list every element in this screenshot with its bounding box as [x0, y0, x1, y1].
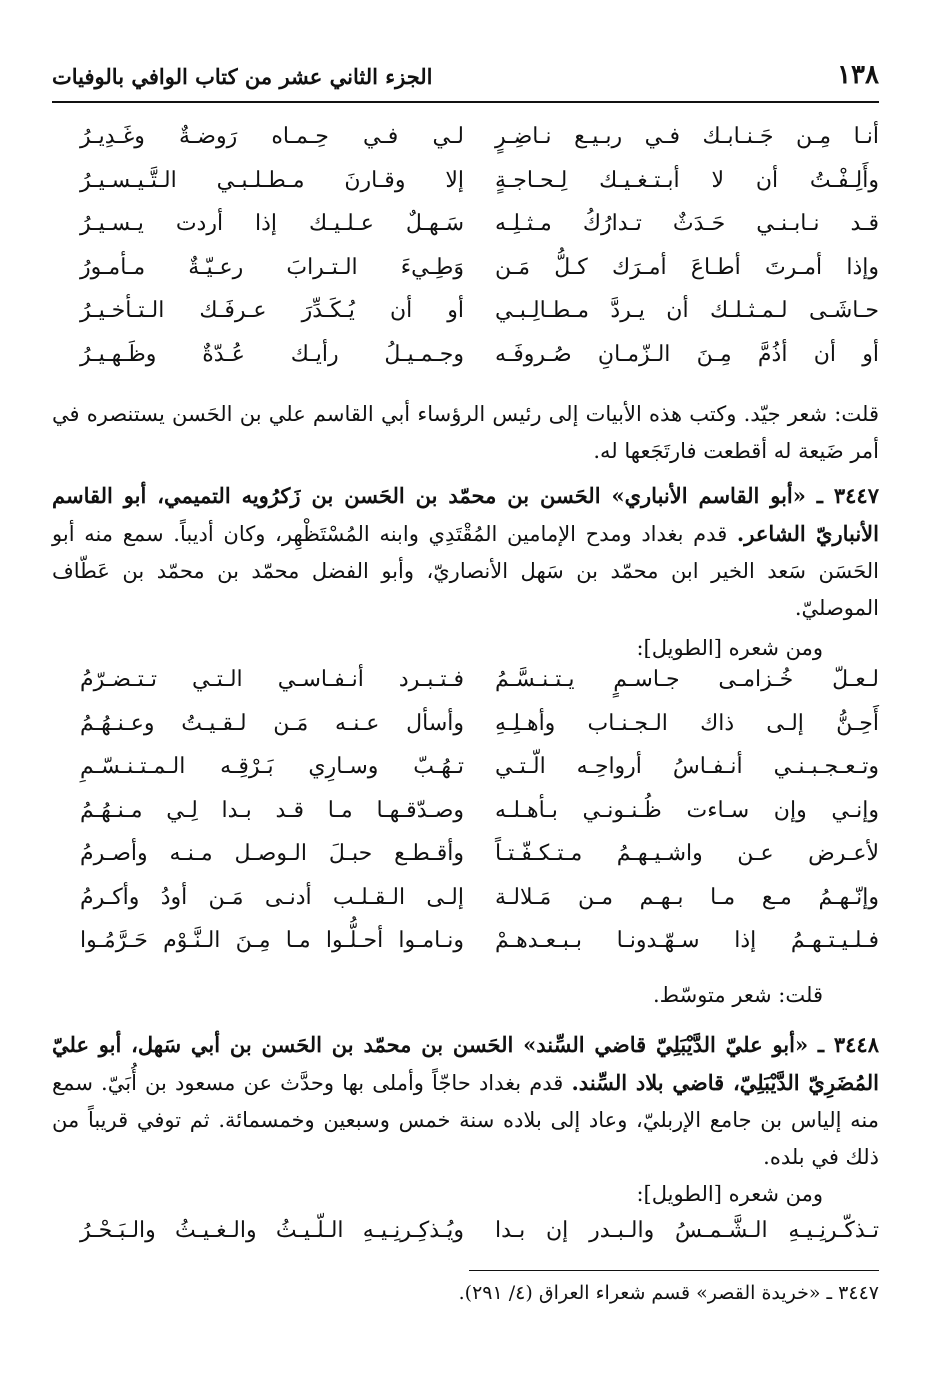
entry-heading: ٣٤٤٨ ـ «أبو عليّ الدَّيْبَلِيّ قاضي السِّند» الحَسن بن محمّد بن الحَسن بن أبي سَهل، أبو عليّ المُضَرِيّ الدَّيْبَلِيّ، قاضي بلاد السِّند.	[52, 1032, 879, 1095]
first-hemistich: وإذا أمـرتَ أطـاعَ أمـرَك كـلُّ مَـن	[495, 254, 879, 280]
verse	[52, 124, 879, 168]
footnote: ٣٤٤٧ ـ «خريدة القصر» قسم شعراء العراق (٤/ ٢٩١).	[458, 1282, 879, 1304]
second-hemistich: ويُـذكِـرنِـيـهِ الـلّـيـثُ والـغـيـثُ والـبَـحْـرُ	[80, 1218, 464, 1243]
second-hemistich: وجـمـيـلُ رأيـك عُـدّةٌ وظَـهـيـرُ	[80, 341, 464, 367]
first-hemistich: وتـعـجـبـنـي أنـفـاسُ أرواحِـه الّـتـي	[495, 754, 879, 779]
verse	[52, 667, 879, 711]
entry-body: قدم بغداد حاجّاً وأملى بها وحدَّث عن مسعود بن أُبَيّ. سمع منه إلياس بن جامع الإربليّ، وعاد إلى بلاده سنة خمس وسبعين وخمسمائة. ثم توفي قريباً من ذلك في بلده.	[52, 1071, 879, 1169]
entry-3447	[52, 477, 879, 627]
first-hemistich: لـعـلّ خُـزامـى جـاسـمٍ يـتـنـسَّـمُ	[495, 667, 879, 692]
verse	[52, 298, 879, 342]
first-hemistich: أَحِـنُّ إلـى ذاك الـجـنـاب وأهـلِـهِ	[495, 710, 879, 736]
second-hemistich: ونـامـوا أحـلُّـوا مـا مِـنَ الـنَّـوْم حَـرَّمُـوا	[80, 928, 464, 953]
first-hemistich: حـاشَـى لـمـثـلـك أن يـردَّ مـطـالِـبـي	[495, 298, 879, 323]
poem-1	[52, 124, 879, 385]
second-hemistich: وصـدّقـهـا مـا قـد بـدا لِـي مـنـهُـمُ	[80, 797, 464, 823]
verse	[52, 754, 879, 798]
verse	[52, 885, 879, 929]
header-divider	[52, 101, 879, 103]
verse	[52, 841, 879, 885]
running-title: الجزء الثاني عشر من كتاب الوافي بالوفيات	[52, 64, 433, 89]
commentary-paragraph: قلت: شعر جيّد. وكتب هذه الأبيات إلى رئيس الرؤساء أبي القاسم علي بن الحَسن يستنصره في أمر ضَيعة له أقطعت فارتَجَعها له.	[52, 402, 879, 463]
second-hemistich: إلـى الـقـلـب أدنـى مَـن أودُ وأكـرمُ	[80, 884, 464, 910]
first-hemistich: أنـا مِـن جَـنـابـك فـي ربـيـع نـاضِـرٍ	[495, 124, 879, 149]
first-hemistich: لأعـرض عـن واشـيـهـمُ مـتـكـفّـتـاً	[495, 841, 879, 866]
first-hemistich: فـلـيـتـهـمُ إذا سـهّـدونـا بـبـعـدهـمْ	[495, 928, 879, 953]
poem-intro: ومن شعره [الطويل]:	[636, 1182, 823, 1206]
verse	[52, 255, 879, 299]
second-hemistich: لـي فـي حِـمـاه رَوضـةٌ وغَـدِيـرُ	[80, 124, 464, 149]
second-hemistich: إلا وقـارنَ مـطـلـبـي الـتَّـيـسـيـرُ	[80, 167, 464, 193]
first-hemistich: وإنـي وإن سـاءت ظُـنـونـي بـأهـلـه	[495, 797, 879, 823]
poem-3	[52, 1218, 879, 1262]
verse	[52, 342, 879, 386]
first-hemistich: أو أن أذُمَّ مِـنَ الـزّمـانِ صُـروفَـه	[495, 341, 879, 367]
verse	[52, 928, 879, 972]
second-hemistich: سَـهـلٌ عـلـيـك إذا أردت يـسـيـرُ	[80, 211, 464, 236]
second-hemistich: تـهُـبّ وسـارِي بَـرْقِـه الـمـتـنـسّـمِ	[80, 754, 464, 779]
footnote-divider	[469, 1270, 879, 1271]
first-hemistich: وأَلِـفْـتُ أن لا أبـتـغـيـك لِـحـاجـةٍ	[495, 167, 879, 193]
page-header	[52, 58, 879, 100]
commentary-paragraph: قلت: شعر متوسّط.	[653, 983, 823, 1007]
verse	[52, 168, 879, 212]
second-hemistich: وأقـطـع حبـلَ الـوصـل مـنـه وأصـرمُ	[80, 841, 464, 866]
second-hemistich: وَطِـيءَ الـتـرابَ رعـيّـةٌ مـأمـورُ	[80, 254, 464, 280]
poem-intro: ومن شعره [الطويل]:	[636, 636, 823, 660]
page-number: ١٣٨	[837, 60, 879, 90]
verse	[52, 211, 879, 255]
verse	[52, 798, 879, 842]
first-hemistich: قـد نـابـنـي حَـدَثٌ تـدارُكُ مـثـلِـه	[495, 211, 879, 236]
second-hemistich: فـتـبـرد أنـفـاسـي الـتـي تـتـضـرّمُ	[80, 667, 464, 692]
verse	[52, 711, 879, 755]
second-hemistich: وأسأل عـنـه مَـن لـقـيـتُ وعـنـهُـمُ	[80, 710, 464, 736]
entry-3448	[52, 1026, 879, 1176]
first-hemistich: وإنّـهـمُ مـع مـا بـهـم مـن مَـلالـة	[495, 884, 879, 910]
verse	[52, 1218, 879, 1262]
poem-2	[52, 667, 879, 972]
entry-heading: ٣٤٤٧ ـ «أبو القاسم الأنباري» الحَسن بن محمّد بن الحَسن بن زَكرُويه التميمي، أبو القاسم الأنباريّ الشاعر.	[52, 483, 879, 546]
entry-body: قدم بغداد ومدح الإمامين المُقْتَدِي وابنه المُسْتَظْهِر، وكان أديباً. سمع منه أبو الحَسَن سَعد الخير ابن محمّد بن سَهل الأنصاريّ، وأبو الفضل محمّد بن محمّد بن عَطّاف الموصليّ.	[52, 522, 879, 620]
second-hemistich: أو أن يُـكَـدِّرَ عـرفَـك الـتـأخـيـرُ	[80, 298, 464, 323]
first-hemistich: تـذكّـرنِـيـهِ الـشَّـمـسُ والـبـدر إن بـدا	[495, 1218, 879, 1243]
